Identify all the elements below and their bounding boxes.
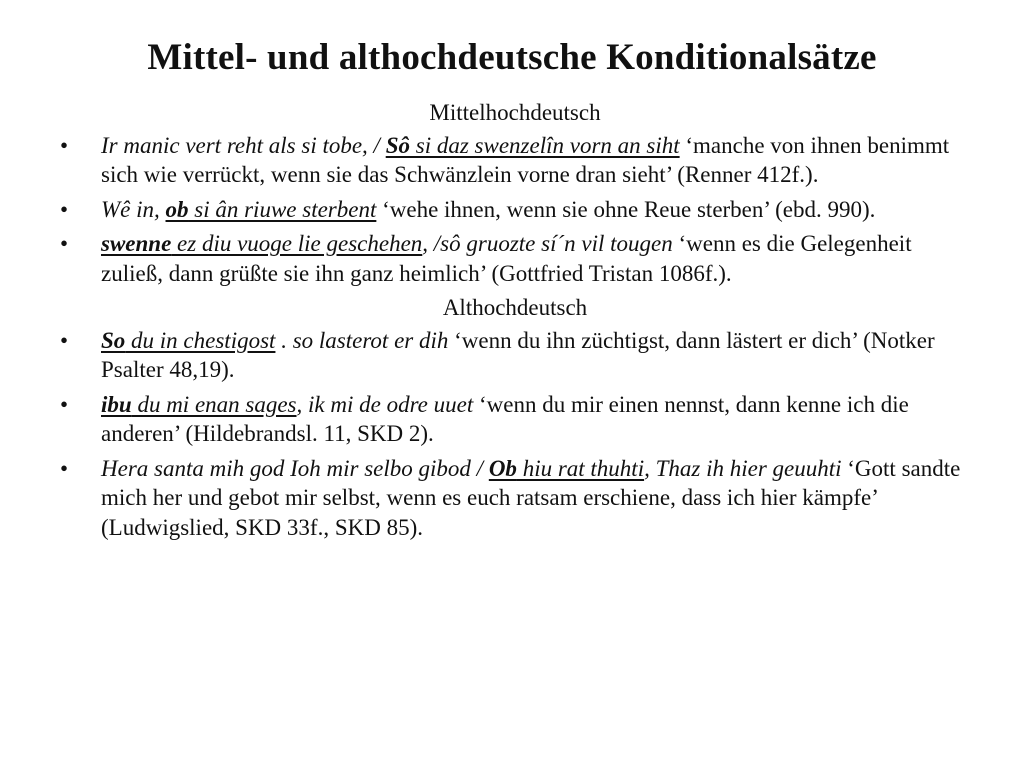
translation-text: ‘wenn du mir einen nennst, dann kenne ich die anderen’ (Hildebrandsl. 11, SKD 2). xyxy=(101,391,909,446)
conditional-clause: si daz swenzelîn vorn an siht xyxy=(410,132,680,158)
bullet-icon: • xyxy=(60,196,69,222)
mhd-example-list xyxy=(60,131,970,289)
mhd-source-text: , /sô gruozte sí´n vil tougen xyxy=(422,231,673,256)
slide-content xyxy=(60,98,970,547)
conditional-clause: hiu rat thuhti xyxy=(516,455,645,481)
translation-text: ‘manche von ihnen benimmt sich wie verrückt, wenn sie das Schwänzlein vorne dran sieht’ (Renner 412f.). xyxy=(101,132,950,187)
mhd-source-text: Wê in, xyxy=(101,196,166,222)
ahd-source-text: . so lasterot er dih xyxy=(275,327,449,353)
ahd-example-list xyxy=(60,326,970,543)
conjunction-highlight: Sô xyxy=(385,132,410,158)
conjunction-highlight: ob xyxy=(165,196,189,222)
translation-text: ‘Gott sandte mich her und gebot mir selbst, wenn es euch ratsam erschiene, dass ich hier kämpfe’ (Ludwigslied, SKD 33f., SKD 85). xyxy=(101,455,961,540)
conditional-clause: ez diu vuoge lie geschehen xyxy=(171,231,423,256)
conjunction-highlight: swenne xyxy=(101,231,172,256)
conjunction-highlight: Ob xyxy=(488,455,517,481)
conjunction-highlight: ibu xyxy=(101,391,132,417)
conditional-clause: du in chestigost xyxy=(125,327,276,353)
conditional-clause: du mi enan sages xyxy=(131,391,297,417)
ahd-source-text: Hera santa mih god Ioh mir selbo gibod / xyxy=(101,455,489,481)
ahd-source-text: , Thaz ih hier geuuhti xyxy=(644,455,842,481)
conjunction-highlight: So xyxy=(101,327,126,353)
list-item xyxy=(60,131,970,190)
translation-text: ‘wenn es die Gelegenheit zuließ, dann grüßte sie ihn ganz heimlich’ (Gottfried Tristan 1086f.). xyxy=(101,231,912,286)
ahd-source-text: , ik mi de odre uuet xyxy=(296,391,474,417)
bullet-icon: • xyxy=(60,391,69,417)
bullet-icon: • xyxy=(60,327,69,353)
slide-title: Mittel- und althochdeutsche Konditionalsätze xyxy=(147,37,877,78)
section-heading-ahd: Althochdeutsch xyxy=(442,295,588,320)
mhd-source-text: Ir manic vert reht als si tobe, / xyxy=(101,132,386,158)
bullet-icon: • xyxy=(60,455,69,481)
translation-text: ‘wehe ihnen, wenn sie ohne Reue sterben’ (ebd. 990). xyxy=(376,196,876,222)
list-item xyxy=(60,454,970,543)
section-heading-mhd: Mittelhochdeutsch xyxy=(429,100,601,125)
bullet-icon: • xyxy=(60,231,69,256)
translation-text: ‘wenn du ihn züchtigst, dann lästert er dich’ (Notker Psalter 48,19). xyxy=(101,327,935,382)
list-item xyxy=(60,195,970,225)
list-item xyxy=(60,390,970,449)
conditional-clause: si ân riuwe sterbent xyxy=(188,196,377,222)
list-item xyxy=(60,229,970,288)
bullet-icon: • xyxy=(60,132,69,158)
list-item xyxy=(60,326,970,385)
